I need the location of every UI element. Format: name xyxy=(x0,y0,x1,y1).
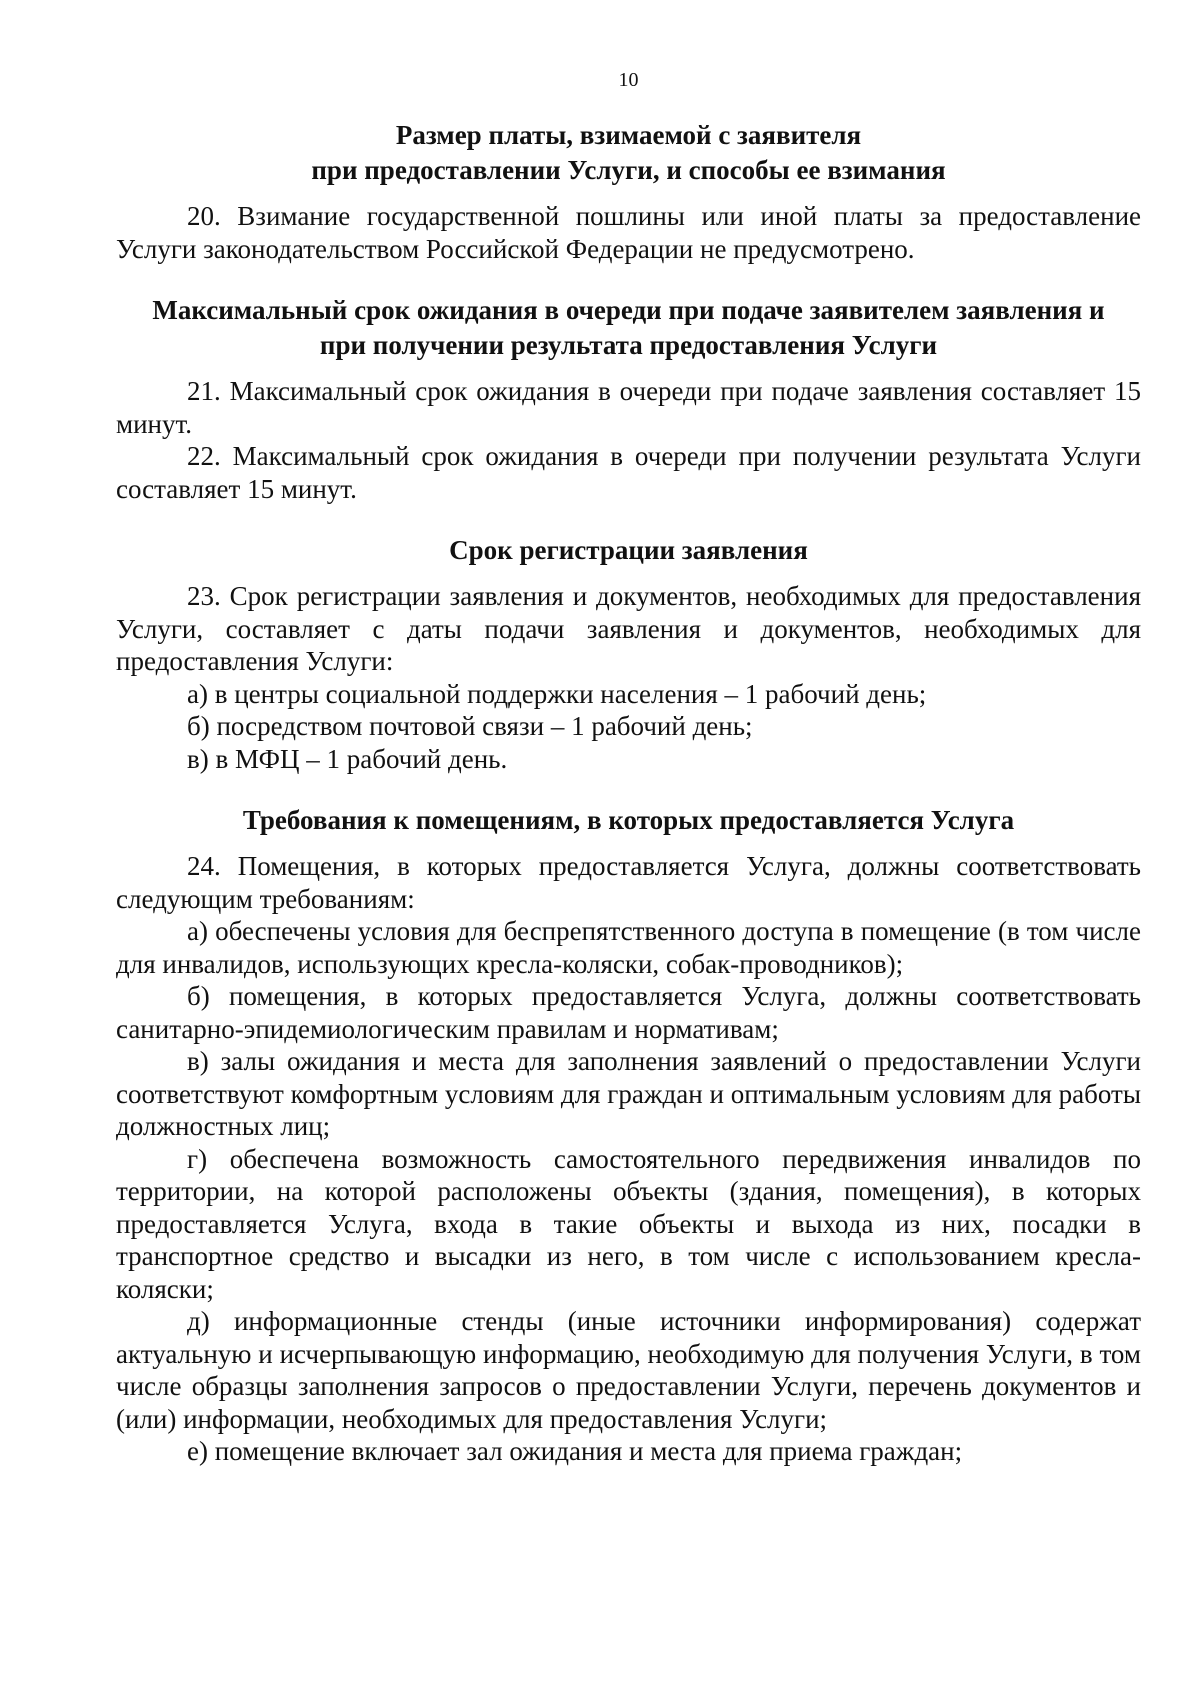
list-item-24d: г) обеспечена возможность самостоятельного передвижения инвалидов по территории, на которой расположены объекты (здания, помещения), в которых предоставляется Услуга, входа в такие объекты и выхода из них, посадки в транспортное средство и высадки из него, в том числе с использованием кресла-коляски; xyxy=(116,1143,1141,1304)
section-heading-fee xyxy=(116,118,1141,188)
list-item-23a: а) в центры социальной поддержки населения – 1 рабочий день; xyxy=(187,678,927,709)
heading-line: при получении результата предоставления Услуги xyxy=(319,330,938,360)
section-heading-premises xyxy=(116,803,1141,838)
page-number: 10 xyxy=(618,69,639,91)
heading-line: Срок регистрации заявления xyxy=(449,535,808,565)
paragraph-23: 23. Срок регистрации заявления и документов, необходимых для предоставления Услуги, составляет с даты подачи заявления и документов, необходимых для предоставления Услуги: xyxy=(116,581,1141,676)
document-body xyxy=(116,118,1141,1468)
list-item-24e: д) информационные стенды (иные источники информирования) содержат актуальную и исчерпывающую информацию, необходимую для получения Услуги, в том числе образцы заполнения запросов о предоставлении Услуги, перечень документов и (или) информации, необходимых для предоставления Услуги; xyxy=(116,1306,1141,1434)
heading-line: Требования к помещениям, в которых предоставляется Услуга xyxy=(242,805,1015,835)
list-item-23c: в) в МФЦ – 1 рабочий день. xyxy=(187,743,508,774)
list-item-24a: а) обеспечены условия для беспрепятственного доступа в помещение (в том числе для инвалидов, использующих кресла-коляски, собак-проводников); xyxy=(116,916,1141,979)
heading-line: Размер платы, взимаемой с заявителя xyxy=(395,120,862,150)
paragraph-22: 22. Максимальный срок ожидания в очереди при получении результата Услуги составляет 15 минут. xyxy=(116,441,1141,504)
heading-line: при предоставлении Услуги, и способы ее взимания xyxy=(311,155,946,185)
list-item-24f: е) помещение включает зал ожидания и места для приема граждан; xyxy=(187,1436,963,1466)
list-item-24c: в) залы ожидания и места для заполнения заявлений о предоставлении Услуги соответствуют комфортным условиям для граждан и оптимальным условиям для работы должностных лиц; xyxy=(116,1046,1141,1141)
paragraph-21: 21. Максимальный срок ожидания в очереди при подаче заявления составляет 15 минут. xyxy=(116,376,1141,439)
section-heading-queue-time xyxy=(116,293,1141,363)
list-item-24b: б) помещения, в которых предоставляется Услуга, должны соответствовать санитарно-эпидемиологическим правилам и нормативам; xyxy=(116,981,1141,1044)
list-item-23b: б) посредством почтовой связи – 1 рабочий день; xyxy=(187,711,753,741)
paragraph-24: 24. Помещения, в которых предоставляется Услуга, должны соответствовать следующим требованиям: xyxy=(116,851,1141,914)
paragraph-20: 20. Взимание государственной пошлины или иной платы за предоставление Услуги законодательством Российской Федерации не предусмотрено. xyxy=(116,201,1141,264)
section-heading-registration xyxy=(116,533,1141,568)
heading-line: Максимальный срок ожидания в очереди при подаче заявителем заявления и xyxy=(152,295,1105,325)
document-page xyxy=(116,0,1141,1697)
